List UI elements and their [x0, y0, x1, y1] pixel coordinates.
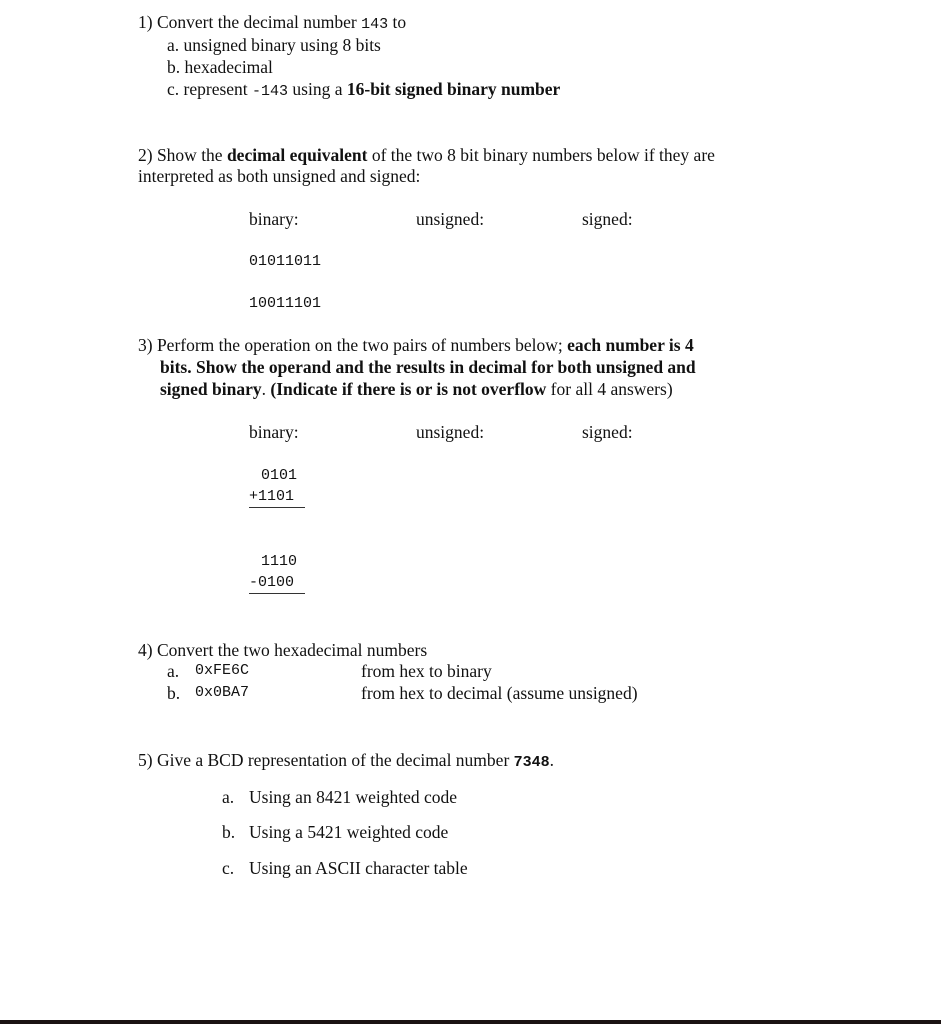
- q3-title-line3: signed binary. (Indicate if there is or is not overflow for all 4 answers): [160, 379, 673, 399]
- q2-title-line2: interpreted as both unsigned and signed:: [138, 166, 421, 186]
- q5-item-label: b.: [222, 822, 236, 842]
- q2-binary-value: 10011101: [249, 295, 322, 312]
- q4-item-label: b.: [167, 683, 181, 703]
- q4-item-task: from hex to decimal (assume unsigned): [361, 683, 638, 703]
- q1-item-b: b. hexadecimal: [167, 57, 273, 77]
- q2-binary-value: 01011011: [249, 253, 322, 270]
- q3-operand-bottom: +1101: [249, 488, 295, 505]
- page-bottom-border: [0, 1020, 941, 1024]
- q4-item-task: from hex to binary: [361, 661, 492, 681]
- q4-item-hex: 0x0BA7: [195, 684, 250, 701]
- q1-item-a: a. unsigned binary using 8 bits: [167, 35, 381, 55]
- q3-header-signed: signed:: [582, 422, 633, 442]
- q3-operand-bottom: -0100: [249, 574, 295, 591]
- q5-item-text: Using a 5421 weighted code: [249, 822, 449, 842]
- difference-underline: [249, 593, 305, 594]
- q3-title-line1: 3) Perform the operation on the two pairs of numbers below; each number is 4: [138, 335, 694, 355]
- q3-operand-top: 0101: [261, 467, 298, 484]
- q3-title-line2: bits. Show the operand and the results in decimal for both unsigned and: [160, 357, 696, 377]
- q2-header-binary: binary:: [249, 209, 299, 229]
- q5-item-label: a.: [222, 787, 235, 807]
- q3-header-unsigned: unsigned:: [416, 422, 485, 442]
- q5-item-text: Using an ASCII character table: [249, 858, 468, 878]
- sum-underline: [249, 507, 305, 508]
- q5-title: 5) Give a BCD representation of the decimal number 7348.: [138, 750, 555, 771]
- q4-item-label: a.: [167, 661, 180, 681]
- q5-item-label: c.: [222, 858, 235, 878]
- q4-title: 4) Convert the two hexadecimal numbers: [138, 640, 428, 660]
- q2-header-signed: signed:: [582, 209, 633, 229]
- q1-item-c: c. represent -143 using a 16-bit signed binary number: [167, 79, 561, 100]
- q4-item-hex: 0xFE6C: [195, 662, 250, 679]
- q1-title: 1) Convert the decimal number 143 to: [138, 12, 407, 33]
- q3-header-binary: binary:: [249, 422, 299, 442]
- q2-title-line1: 2) Show the decimal equivalent of the two 8 bit binary numbers below if they are: [138, 145, 715, 165]
- q5-item-text: Using an 8421 weighted code: [249, 787, 458, 807]
- q2-header-unsigned: unsigned:: [416, 209, 485, 229]
- q3-operand-top: 1110: [261, 553, 298, 570]
